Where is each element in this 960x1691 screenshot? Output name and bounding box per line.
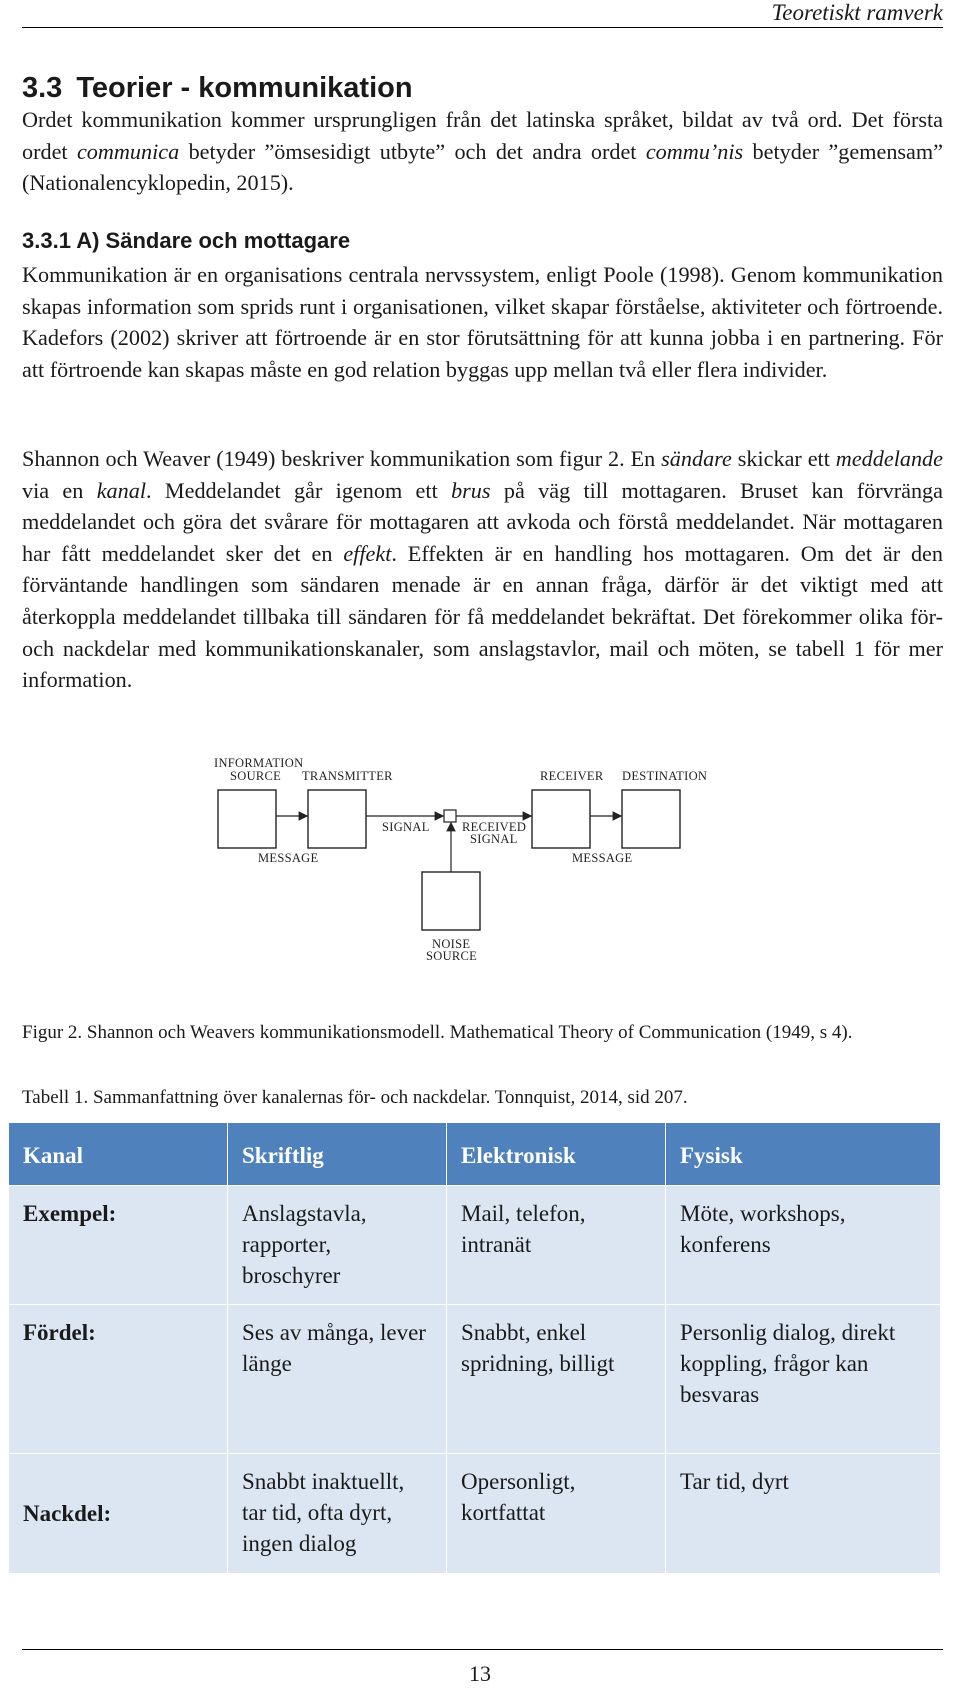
channel-summary-table: [9, 1123, 941, 1573]
figure-caption: Figur 2. Shannon och Weavers kommunikationsmodell. Mathematical Theory of Communication (1949, s 4).: [22, 1022, 853, 1043]
info-source-label-line1: INFORMATION: [214, 756, 304, 770]
text-run: Shannon och Weaver (1949) beskriver kommunikation som figur 2. En: [22, 446, 662, 471]
section-title: Teorier - kommunikation: [76, 72, 413, 104]
table-row-header: Nackdel:: [9, 1454, 228, 1573]
text-run: betyder ”ömsesidigt utbyte” och det andra ordet: [179, 138, 646, 164]
table-header-cell: Fysisk: [666, 1123, 941, 1186]
table-cell: Personlig dialog, direkt koppling, frågor kan besvaras: [666, 1305, 941, 1454]
italic-term: brus: [451, 477, 491, 503]
table-header-cell: Elektronisk: [447, 1123, 666, 1186]
signal-label: SIGNAL: [382, 820, 430, 834]
italic-term: effekt: [343, 540, 392, 566]
table-cell: Anslagstavla, rapporter, broschyrer: [228, 1186, 447, 1305]
receiver-box: [532, 790, 590, 848]
paragraph-communication: Kommunikation är en organisations centrala nervssystem, enligt Poole (1998). Genom kommunikation skapas information som sprids runt i organisationen, vilket skapar förståelse, aktiviteter och förtroende. Kadefors (2002) skriver att förtroende är en stor förutsättning för att kunna jobba i en partnering. För att förtroende kan skapas måste en god relation byggas upp mellan två eller flera individer.: [22, 262, 943, 382]
running-header: Teoretiskt ramverk: [771, 0, 943, 25]
text-run: betyder ”gemensam” (Nationalencyklopedin, 2015).: [22, 138, 943, 196]
italic-term: meddelande: [835, 446, 943, 471]
italic-term: commu’nis: [645, 138, 744, 164]
italic-term: kanal: [96, 477, 146, 503]
destination-label: DESTINATION: [622, 769, 708, 783]
table-cell: Möte, workshops, konferens: [666, 1186, 941, 1305]
table-row: [9, 1305, 941, 1454]
footer-rule: [22, 1649, 943, 1650]
noise-source-label-line2: SOURCE: [426, 949, 478, 963]
text-run: skickar ett: [731, 446, 836, 471]
message-label-right: MESSAGE: [572, 851, 633, 865]
italic-term: sändare: [661, 446, 732, 471]
text-run: via en: [22, 477, 97, 503]
table-header-cell: Skriftlig: [228, 1123, 447, 1186]
table-row-header: Fördel:: [9, 1305, 228, 1454]
page-number: 13: [469, 1661, 491, 1686]
text-run: . Effekten är en handling hos mottagaren. Om det är den förväntande handlingen som sändaren menade är en annan fråga, därför är det viktigt med att återkoppla meddelandet tillbaka till sändaren för få meddelandet bekräftat. Det förekommer olika för- och nackdelar med kommunikationskanaler, som anslagstavlor, mail och möten, se tabell 1 för mer information.: [22, 540, 943, 693]
received-signal-label-line2: SIGNAL: [470, 832, 518, 846]
table-row: [9, 1454, 941, 1573]
receiver-label: RECEIVER: [540, 769, 604, 783]
transmitter-label: TRANSMITTER: [302, 769, 393, 783]
received-signal-label-line1: RECEIVED: [462, 820, 527, 834]
table-cell: Snabbt, enkel spridning, billigt: [447, 1305, 666, 1454]
text-run: . Meddelandet går igenom ett: [146, 477, 452, 503]
destination-box: [622, 790, 680, 848]
table-row-header: Exempel:: [9, 1186, 228, 1305]
noise-source-box: [422, 872, 480, 930]
channel-box: [444, 810, 456, 822]
table-cell: Opersonligt, kortfattat: [447, 1454, 666, 1573]
subsection-heading: 3.3.1 A) Sändare och mottagare: [22, 228, 351, 253]
text-run: Ordet kommunikation kommer ursprungligen från det latinska språket, bildat av två ord. Det första ordet: [22, 107, 943, 164]
section-heading: [22, 71, 413, 105]
info-source-box: [218, 790, 276, 848]
table-cell: Snabbt inaktuellt, tar tid, ofta dyrt, ingen dialog: [228, 1454, 447, 1573]
transmitter-box: [308, 790, 366, 848]
table-header-row: [9, 1123, 941, 1186]
header-rule: [22, 27, 943, 28]
paragraph-etymology: [22, 104, 943, 199]
info-source-label-line2: SOURCE: [230, 769, 282, 783]
text-run: på väg till mottagaren. Bruset kan förvränga meddelandet och göra det svårare för mottagaren att avkoda och förstå meddelandet. När mottagaren har fått meddelandet sker det en: [22, 477, 943, 566]
table-cell: Mail, telefon, intranät: [447, 1186, 666, 1305]
communication-model-diagram: [210, 752, 750, 982]
paragraph-shannon-weaver: [22, 443, 943, 696]
table-row: [9, 1186, 941, 1305]
noise-source-label-line1: NOISE: [432, 937, 471, 951]
table-cell: Tar tid, dyrt: [666, 1454, 941, 1573]
section-number: 3.3: [22, 72, 63, 104]
message-label-left: MESSAGE: [258, 851, 319, 865]
table-header-cell: Kanal: [9, 1123, 228, 1186]
table-cell: Ses av många, lever länge: [228, 1305, 447, 1454]
italic-term: communica: [76, 138, 180, 164]
table-caption: Tabell 1. Sammanfattning över kanalernas för- och nackdelar. Tonnquist, 2014, sid 207.: [22, 1087, 688, 1108]
